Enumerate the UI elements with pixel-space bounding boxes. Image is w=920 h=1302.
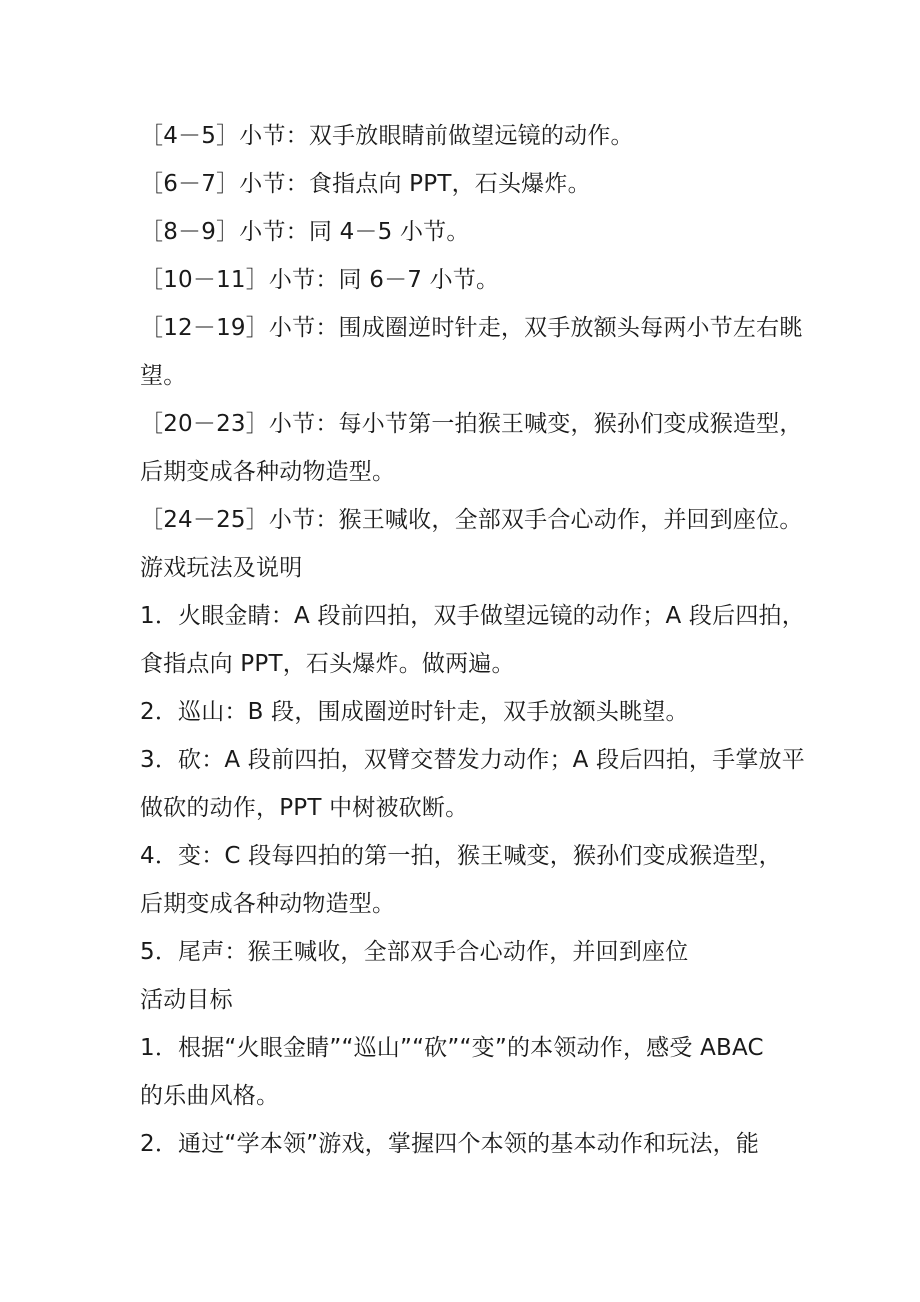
- text-line: 食指点向 PPT，石头爆炸。做两遍。: [140, 651, 515, 677]
- text-line: ［8－9］小节：同 4－5 小节。: [140, 219, 470, 245]
- text-line: ［24－25］小节：猴王喊收，全部双手合心动作，并回到座位。: [140, 507, 803, 533]
- text-line: 2．通过“学本领”游戏，掌握四个本领的基本动作和玩法，能: [140, 1131, 760, 1157]
- text-line: ［12－19］小节：围成圈逆时针走，双手放额头每两小节左右眺: [140, 315, 803, 341]
- text-line: ［20－23］小节：每小节第一拍猴王喊变，猴孙们变成猴造型，: [140, 411, 803, 437]
- text-line: 2．巡山：B 段，围成圈逆时针走，双手放额头眺望。: [140, 699, 689, 725]
- text-line: 3．砍：A 段前四拍，双臂交替发力动作；A 段后四拍，手掌放平: [140, 747, 805, 773]
- text-line: 望。: [140, 363, 187, 389]
- text-line: 做砍的动作，PPT 中树被砍断。: [140, 795, 469, 821]
- text-line: 的乐曲风格。: [140, 1083, 280, 1109]
- section-heading: 游戏玩法及说明: [140, 555, 303, 581]
- text-line: 后期变成各种动物造型。: [140, 891, 396, 917]
- text-line: ［6－7］小节：食指点向 PPT，石头爆炸。: [140, 171, 591, 197]
- document-page: [140, 112, 805, 1168]
- section-heading: 活动目标: [140, 987, 233, 1013]
- text-line: 5．尾声：猴王喊收，全部双手合心动作，并回到座位: [140, 939, 689, 965]
- text-line: 1．火眼金睛：A 段前四拍，双手做望远镜的动作；A 段后四拍，: [140, 603, 805, 629]
- text-line: 4．变：C 段每四拍的第一拍，猴王喊变，猴孙们变成猴造型，: [140, 843, 782, 869]
- text-line: ［4－5］小节：双手放眼睛前做望远镜的动作。: [140, 123, 634, 149]
- text-line: ［10－11］小节：同 6－7 小节。: [140, 267, 500, 293]
- text-line: 1．根据“火眼金睛”“巡山”“砍”“变”的本领动作，感受 ABAC: [140, 1035, 764, 1061]
- text-line: 后期变成各种动物造型。: [140, 459, 396, 485]
